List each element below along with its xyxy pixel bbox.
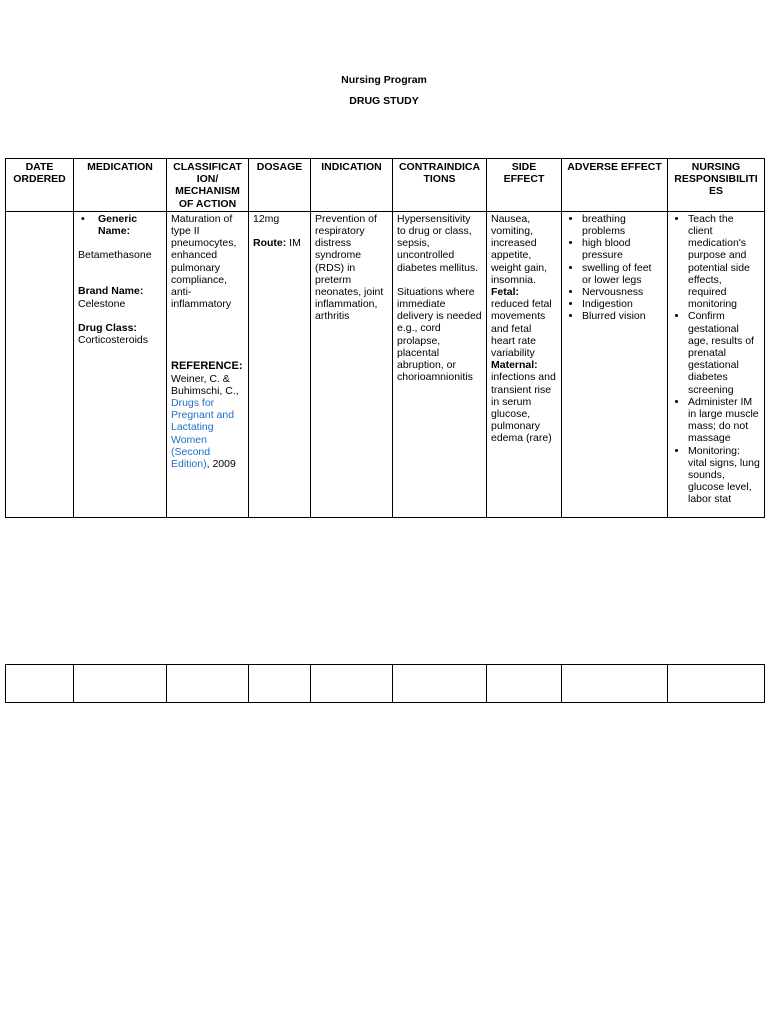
dosage-cell bbox=[249, 211, 311, 517]
adverse-item: • Nervousness bbox=[582, 286, 663, 298]
col-header-medication: MEDICATION bbox=[74, 159, 167, 212]
header-row bbox=[6, 159, 765, 212]
fetal-label: Fetal: bbox=[491, 286, 520, 299]
drug-class-label: Drug Class: bbox=[78, 321, 137, 334]
maternal-label: Maternal: bbox=[491, 359, 538, 372]
nursing-item: • Confirm gestational age, results of prenatal gestational diabetes screening bbox=[688, 310, 760, 395]
contraindication-2: Situations where immediate delivery is needed e.g., cord prolapse, placental abruption, or chorioamnionitis bbox=[397, 285, 482, 384]
empty-cell bbox=[487, 665, 562, 703]
nursing-item: • Administer IM in large muscle mass; do not massage bbox=[688, 396, 760, 445]
col-header-adverse-effect: ADVERSE EFFECT bbox=[562, 159, 668, 212]
col-header-indication: INDICATION bbox=[311, 159, 393, 212]
col-header-classification: CLASSIFICAT ION/ MECHANISM OF ACTION bbox=[167, 159, 249, 212]
empty-cell bbox=[6, 665, 74, 703]
dosage-amount: 12mg bbox=[253, 212, 280, 225]
mechanism-text: Maturation of type II pneumocytes, enhanced pulmonary compliance, anti-inflammatory bbox=[171, 212, 237, 311]
contraindications-cell bbox=[393, 211, 487, 517]
medication-cell bbox=[74, 211, 167, 517]
empty-table bbox=[5, 664, 765, 703]
contraindication-1: Hypersensitivity to drug or class, sepsis, uncontrolled diabetes mellitus. bbox=[397, 212, 479, 274]
adverse-item: • high blood pressure bbox=[582, 237, 663, 261]
date-cell bbox=[6, 211, 74, 517]
brand-name: Celestone bbox=[78, 297, 126, 310]
classification-cell bbox=[167, 211, 249, 517]
empty-row bbox=[6, 665, 765, 703]
reference-link[interactable]: Drugs for Pregnant and Lactating Women (Second Edition) bbox=[171, 397, 235, 471]
col-header-dosage: DOSAGE bbox=[249, 159, 311, 212]
empty-cell bbox=[562, 665, 668, 703]
col-header-contraindications: CONTRAINDICA TIONS bbox=[393, 159, 487, 212]
route-value: IM bbox=[289, 237, 301, 250]
col-header-nursing: NURSING RESPONSIBILITI ES bbox=[668, 159, 765, 212]
adverse-item: • Indigestion bbox=[582, 298, 663, 310]
program-title: Nursing Program bbox=[341, 74, 427, 86]
empty-cell bbox=[393, 665, 487, 703]
table-row bbox=[6, 211, 765, 517]
page-title: DRUG STUDY bbox=[349, 95, 419, 107]
adverse-item: • swelling of feet or lower legs bbox=[582, 262, 663, 286]
reference-label: REFERENCE: bbox=[171, 360, 243, 373]
drug-class: Corticosteroids bbox=[78, 334, 149, 347]
empty-cell bbox=[249, 665, 311, 703]
nursing-cell bbox=[668, 211, 765, 517]
side-effect-cell bbox=[487, 211, 562, 517]
side-effect-general: Nausea, vomiting, increased appetite, weight gain, insomnia. bbox=[491, 212, 548, 286]
maternal-effects: infections and transient rise in serum glucose, pulmonary edema (rare) bbox=[491, 371, 556, 445]
fetal-effects: reduced fetal movements and fetal heart rate variability bbox=[491, 298, 552, 360]
empty-cell bbox=[311, 665, 393, 703]
adverse-item: • breathing problems bbox=[582, 213, 663, 237]
col-header-side-effect: SIDE EFFECT bbox=[487, 159, 562, 212]
brand-name-label: Brand Name: bbox=[78, 285, 144, 298]
drug-study-table bbox=[5, 158, 765, 518]
generic-name-label: • Generic Name: bbox=[78, 213, 162, 237]
adverse-item: • Blurred vision bbox=[582, 310, 663, 322]
generic-name: Betamethasone bbox=[78, 249, 152, 262]
empty-cell bbox=[668, 665, 765, 703]
nursing-item: • Monitoring: vital signs, lung sounds, glucose level, labor stat bbox=[688, 445, 760, 506]
route-label: Route: bbox=[253, 237, 287, 250]
empty-cell bbox=[74, 665, 167, 703]
empty-cell bbox=[167, 665, 249, 703]
col-header-date: DATE ORDERED bbox=[6, 159, 74, 212]
nursing-item: • Teach the client medication's purpose and potential side effects, required monitoring bbox=[688, 213, 760, 311]
indication-cell: Prevention of respiratory distress syndrome (RDS) in preterm neonates, joint inflammation, arthritis bbox=[311, 211, 393, 517]
adverse-effect-cell bbox=[562, 211, 668, 517]
reference-year: , 2009 bbox=[206, 458, 236, 471]
reference-authors: Weiner, C. & Buhimschi, C., bbox=[171, 372, 239, 397]
